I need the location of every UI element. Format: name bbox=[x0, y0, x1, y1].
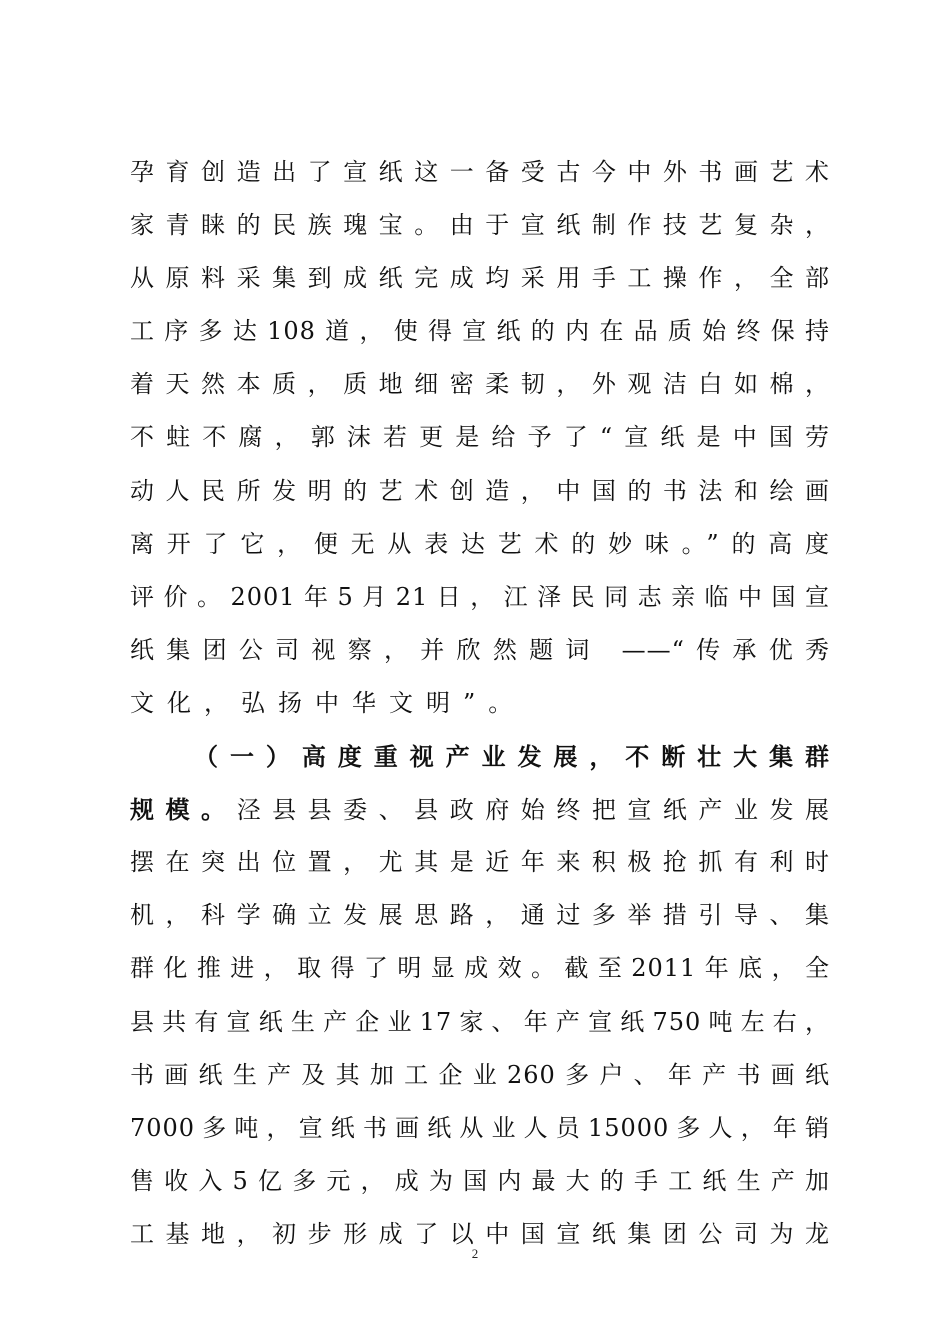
section-heading-text: （一）高度重视产业发展，不断壮大集群 bbox=[194, 742, 830, 772]
text-line: 工序多达108道，使得宣纸的内在品质始终保持 bbox=[130, 317, 830, 346]
text-line: 孕育创造出了宣纸这一备受古今中外书画艺术 bbox=[130, 158, 830, 186]
text-line: 纸集团公司视察，并欣然题词 ——“传承优秀 bbox=[130, 635, 830, 664]
text-line: 工基地，初步形成了以中国宣纸集团公司为龙 bbox=[130, 1219, 830, 1248]
section-heading-end: 规模。 bbox=[130, 795, 237, 825]
text-line-rest: 泾县县委、县政府始终把宣纸产业发展 bbox=[236, 796, 831, 825]
text-line: 评价。2001年5月21日，江泽民同志亲临中国宣 bbox=[130, 582, 830, 611]
text-line: 动人民所发明的艺术创造，中国的书法和绘画 bbox=[130, 476, 830, 505]
text-line: 机，科学确立发展思路，通过多举措引导、集 bbox=[130, 901, 830, 930]
page-number: 2 bbox=[471, 1246, 479, 1261]
text-line: 售收入5亿多元，成为国内最大的手工纸生产加 bbox=[130, 1166, 830, 1195]
text-line: 县共有宣纸生产企业17家、年产宣纸750吨左右， bbox=[130, 1007, 830, 1036]
text-line: 从原料采集到成纸完成均采用手工操作，全部 bbox=[130, 264, 830, 293]
text-line: 7000多吨，宣纸书画纸从业人员15000多人，年销 bbox=[130, 1113, 830, 1142]
text-line bbox=[130, 783, 830, 836]
body-text bbox=[130, 146, 830, 1261]
text-line: 摆在突出位置，尤其是近年来积极抢抓有利时 bbox=[130, 848, 830, 877]
text-line: 不蛀不腐，郭沫若更是给予了“宣纸是中国劳 bbox=[130, 423, 830, 452]
text-line: 家青睐的民族瑰宝。由于宣纸制作技艺复杂， bbox=[130, 211, 830, 240]
section-heading bbox=[130, 730, 830, 783]
text-line: 书画纸生产及其加工企业260多户、年产书画纸 bbox=[130, 1060, 830, 1089]
text-line: 着天然本质，质地细密柔韧，外观洁白如棉， bbox=[130, 370, 830, 399]
text-line: 文化，弘扬中华文明”。 bbox=[130, 688, 526, 717]
text-line: 群化推进，取得了明显成效。截至2011年底，全 bbox=[130, 954, 830, 983]
text-line: 离开了它，便无从表达艺术的妙味。”的高度 bbox=[130, 529, 830, 558]
